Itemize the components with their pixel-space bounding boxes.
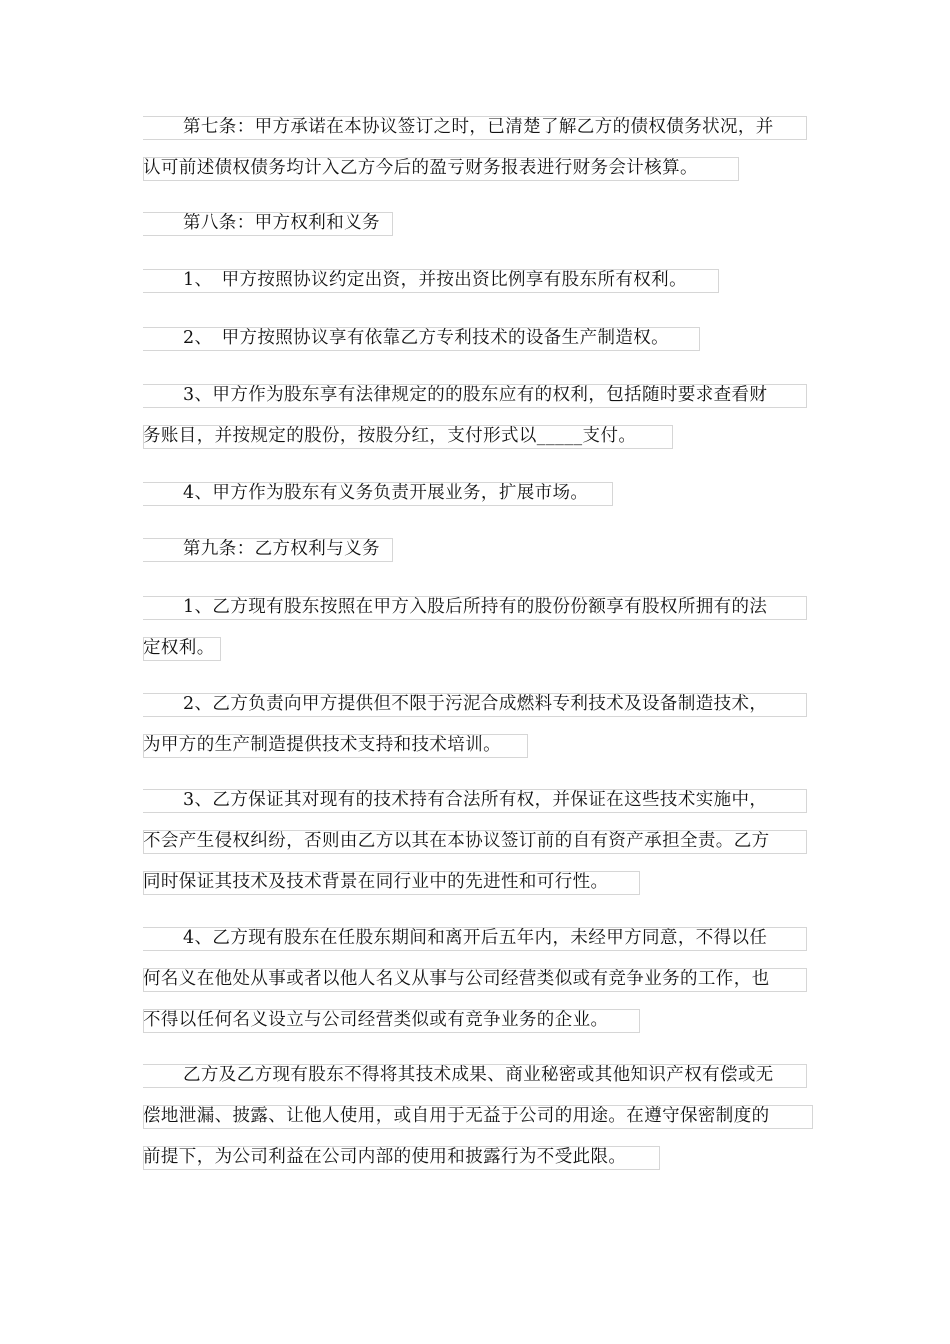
paragraph-article-9-heading xyxy=(143,529,393,570)
paragraph-article-9-item-4 xyxy=(143,918,807,1041)
text-line: 4、甲方作为股东有义务负责开展业务，扩展市场。 xyxy=(143,473,613,514)
paragraph-article-8-item-3 xyxy=(143,375,807,457)
text-line: 前提下，为公司利益在公司内部的使用和披露行为不受此限。 xyxy=(143,1137,660,1178)
text-line: 1、 甲方按照协议约定出资，并按出资比例享有股东所有权利。 xyxy=(143,260,719,301)
text-line: 第七条：甲方承诺在本协议签订之时，已清楚了解乙方的债权债务状况，并 xyxy=(143,107,807,148)
paragraph-article-8-item-2 xyxy=(143,318,700,359)
paragraph-article-8-item-4 xyxy=(143,473,613,514)
paragraph-article-9-item-3 xyxy=(143,780,807,903)
text-line: 偿地泄漏、披露、让他人使用，或自用于无益于公司的用途。在遵守保密制度的 xyxy=(143,1096,813,1137)
text-line: 2、 甲方按照协议享有依靠乙方专利技术的设备生产制造权。 xyxy=(143,318,700,359)
text-line: 1、乙方现有股东按照在甲方入股后所持有的股份份额享有股权所拥有的法 xyxy=(143,587,807,628)
paragraph-article-9-item-1 xyxy=(143,587,807,669)
paragraph-confidentiality xyxy=(143,1055,813,1178)
text-line: 为甲方的生产制造提供技术支持和技术培训。 xyxy=(143,725,528,766)
text-line: 第八条：甲方权利和义务 xyxy=(143,203,393,244)
paragraph-article-8-heading xyxy=(143,203,393,244)
paragraph-article-7 xyxy=(143,107,807,189)
text-line: 何名义在他处从事或者以他人名义从事与公司经营类似或有竞争业务的工作，也 xyxy=(143,959,807,1000)
text-line: 不得以任何名义设立与公司经营类似或有竞争业务的企业。 xyxy=(143,1000,640,1041)
paragraph-article-9-item-2 xyxy=(143,684,807,766)
text-line: 认可前述债权债务均计入乙方今后的盈亏财务报表进行财务会计核算。 xyxy=(143,148,739,189)
text-line: 不会产生侵权纠纷，否则由乙方以其在本协议签订前的自有资产承担全责。乙方 xyxy=(143,821,807,862)
text-line: 同时保证其技术及技术背景在同行业中的先进性和可行性。 xyxy=(143,862,640,903)
text-line: 乙方及乙方现有股东不得将其技术成果、商业秘密或其他知识产权有偿或无 xyxy=(143,1055,807,1096)
text-line: 3、甲方作为股东享有法律规定的的股东应有的权利，包括随时要求查看财 xyxy=(143,375,807,416)
text-line: 务账目，并按规定的股份，按股分红，支付形式以_____支付。 xyxy=(143,416,673,457)
paragraph-article-8-item-1 xyxy=(143,260,719,301)
text-line: 2、乙方负责向甲方提供但不限于污泥合成燃料专利技术及设备制造技术， xyxy=(143,684,807,725)
text-line: 定权利。 xyxy=(143,628,221,669)
text-line: 第九条：乙方权利与义务 xyxy=(143,529,393,570)
text-line: 4、乙方现有股东在任股东期间和离开后五年内，未经甲方同意，不得以任 xyxy=(143,918,807,959)
text-line: 3、乙方保证其对现有的技术持有合法所有权，并保证在这些技术实施中， xyxy=(143,780,807,821)
